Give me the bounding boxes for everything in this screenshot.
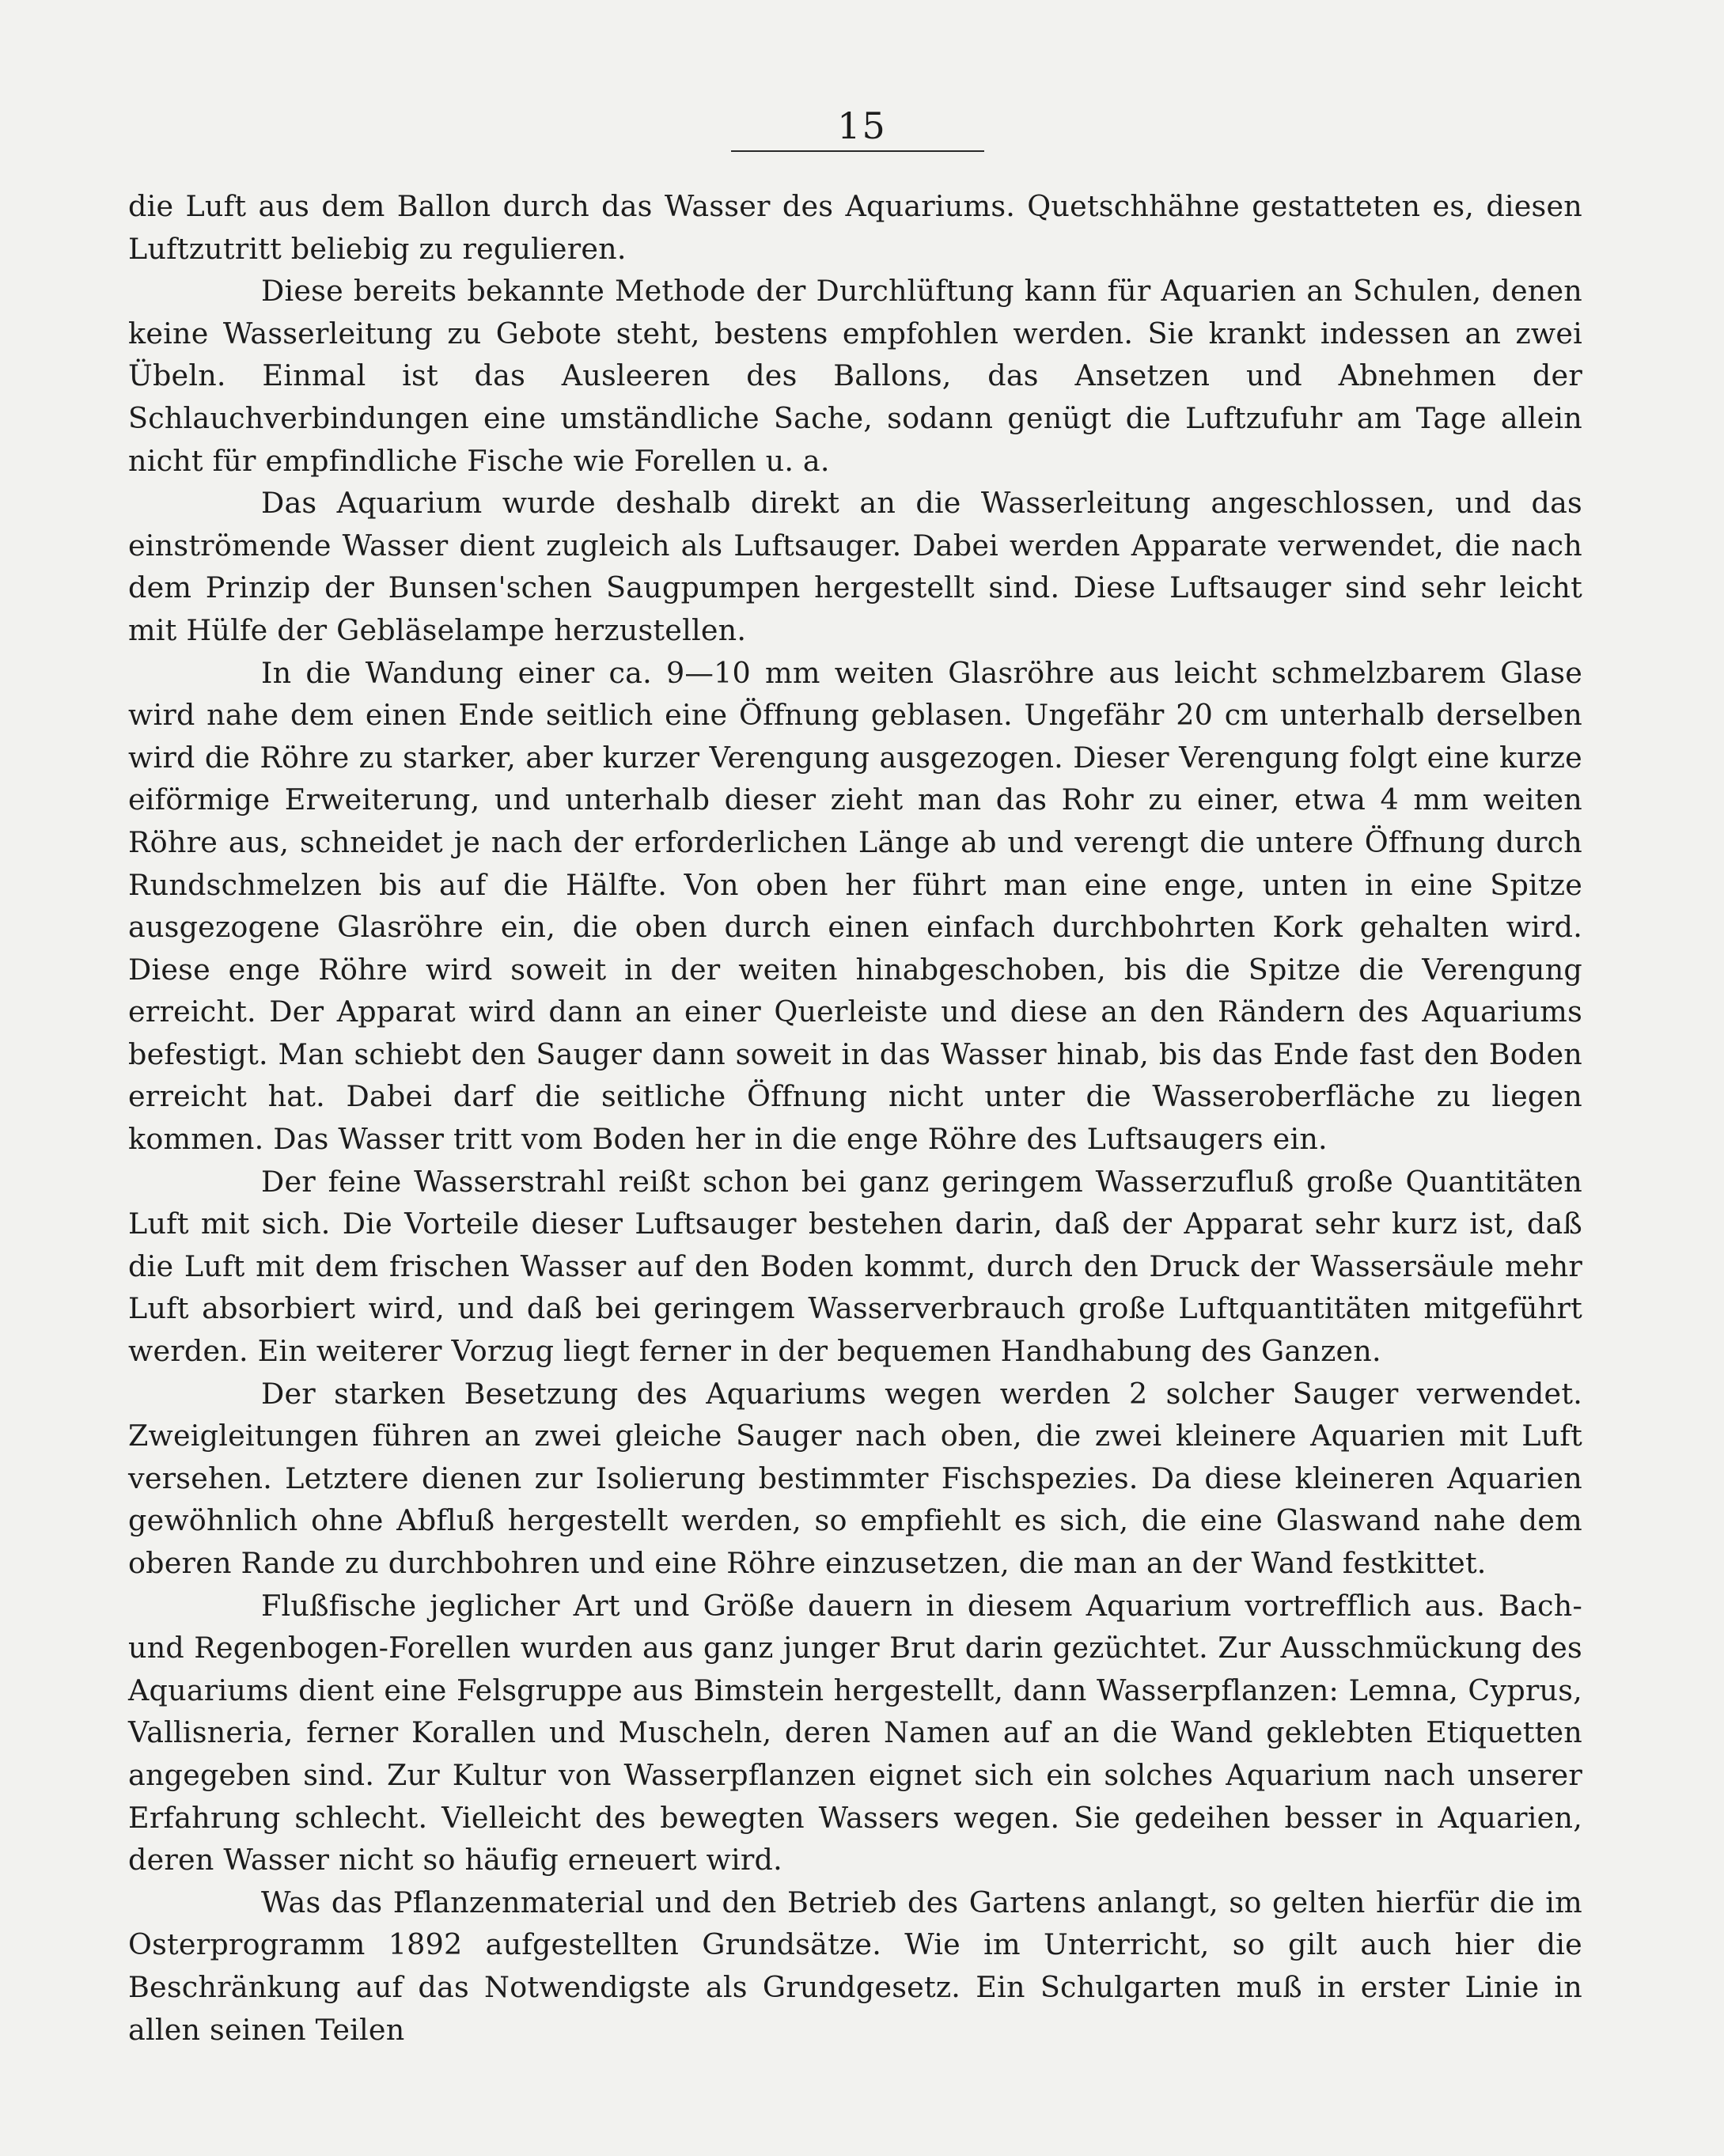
body-text: [128, 185, 1582, 2051]
paragraph-2: Diese bereits bekannte Methode der Durchlüftung kann für Aquarien an Schulen, denen keine Wasserleitung zu Gebote steht, bestens empfohlen werden. Sie krankt indessen an zwei Übeln. Einmal ist das Ausleeren des Ballons, das Ansetzen und Abnehmen der Schlauchverbindungen eine umständliche Sache, sodann genügt die Luftzufuhr am Tage allein nicht für empfindliche Fische wie Forellen u. a.: [128, 274, 1582, 478]
paragraph-3: Das Aquarium wurde deshalb direkt an die Wasserleitung angeschlossen, und das einströmende Wasser dient zugleich als Luftsauger. Dabei werden Apparate verwendet, die nach dem Prinzip der Bunsen'schen Saugpumpen hergestellt sind. Diese Luftsauger sind sehr leicht mit Hülfe der Gebläselampe herzustellen.: [128, 486, 1582, 647]
paragraph-8: Was das Pflanzenmaterial und den Betrieb des Gartens anlangt, so gelten hierfür die im Osterprogramm 1892 aufgestellten Grundsätze. Wie im Unterricht, so gilt auch hier die Beschränkung auf das Notwendigste als Grundgesetz. Ein Schulgarten muß in erster Linie in allen seinen Teilen: [128, 1885, 1582, 2047]
page-number: 15: [837, 104, 887, 147]
paragraph-5: Der feine Wasserstrahl reißt schon bei ganz geringem Wasserzufluß große Quantitäten Luft mit sich. Die Vorteile dieser Luftsauger bestehen darin, daß der Apparat sehr kurz ist, daß die Luft mit dem frischen Wasser auf den Boden kommt, durch den Druck der Wassersäule mehr Luft absorbiert wird, und daß bei geringem Wasserverbrauch große Luftquantitäten mitgeführt werden. Ein weiterer Vorzug liegt ferner in der bequemen Handhabung des Ganzen.: [128, 1164, 1582, 1369]
paragraph-1: die Luft aus dem Ballon durch das Wasser des Aquariums. Quetschhähne gestatteten es, diesen Luftzutritt beliebig zu regulieren.: [128, 189, 1582, 266]
paragraph-6: Der starken Besetzung des Aquariums wegen werden 2 solcher Sauger verwendet. Zweigleitungen führen an zwei gleiche Sauger nach oben, die zwei kleinere Aquarien mit Luft versehen. Letztere dienen zur Isolierung bestimmter Fischspezies. Da diese kleineren Aquarien gewöhnlich ohne Abfluß hergestellt werden, so empfiehlt es sich, die eine Glaswand nahe dem oberen Rande zu durchbohren und eine Röhre einzusetzen, die man an der Wand festkittet.: [128, 1376, 1582, 1580]
paragraph-4: In die Wandung einer ca. 9—10 mm weiten Glasröhre aus leicht schmelzbarem Glase wird nahe dem einen Ende seitlich eine Öffnung geblasen. Ungefähr 20 cm unterhalb derselben wird die Röhre zu starker, aber kurzer Verengung ausgezogen. Dieser Verengung folgt eine kurze eiförmige Erweiterung, und unterhalb dieser zieht man das Rohr zu einer, etwa 4 mm weiten Röhre aus, schneidet je nach der erforderlichen Länge ab und verengt die untere Öffnung durch Rundschmelzen bis auf die Hälfte. Von oben her führt man eine enge, unten in eine Spitze ausgezogene Glasröhre ein, die oben durch einen einfach durchbohrten Kork gehalten wird. Diese enge Röhre wird soweit in der weiten hinabgeschoben, bis die Spitze die Verengung erreicht. Der Apparat wird dann an einer Querleiste und diese an den Rändern des Aquariums befestigt. Man schiebt den Sauger dann soweit in das Wasser hinab, bis das Ende fast den Boden erreicht hat. Dabei darf die seitliche Öffnung nicht unter die Wasseroberfläche zu liegen kommen. Das Wasser tritt vom Boden her in die enge Röhre des Luftsaugers ein.: [128, 655, 1582, 1157]
paragraph-7: Flußfische jeglicher Art und Größe dauern in diesem Aquarium vortrefflich aus. Bach- und Regenbogen-Forellen wurden aus ganz junger Brut darin gezüchtet. Zur Ausschmückung des Aquariums dient eine Felsgruppe aus Bimstein hergestellt, dann Wasserpflanzen: Lemna, Cyprus, Vallisneria, ferner Korallen und Muscheln, deren Namen auf an die Wand geklebten Etiquetten angegeben sind. Zur Kultur von Wasserpflanzen eignet sich ein solches Aquarium nach unserer Erfahrung schlecht. Vielleicht des bewegten Wassers wegen. Sie gedeihen besser in Aquarien, deren Wasser nicht so häufig erneuert wird.: [128, 1588, 1582, 1878]
header-rule: [731, 150, 984, 152]
